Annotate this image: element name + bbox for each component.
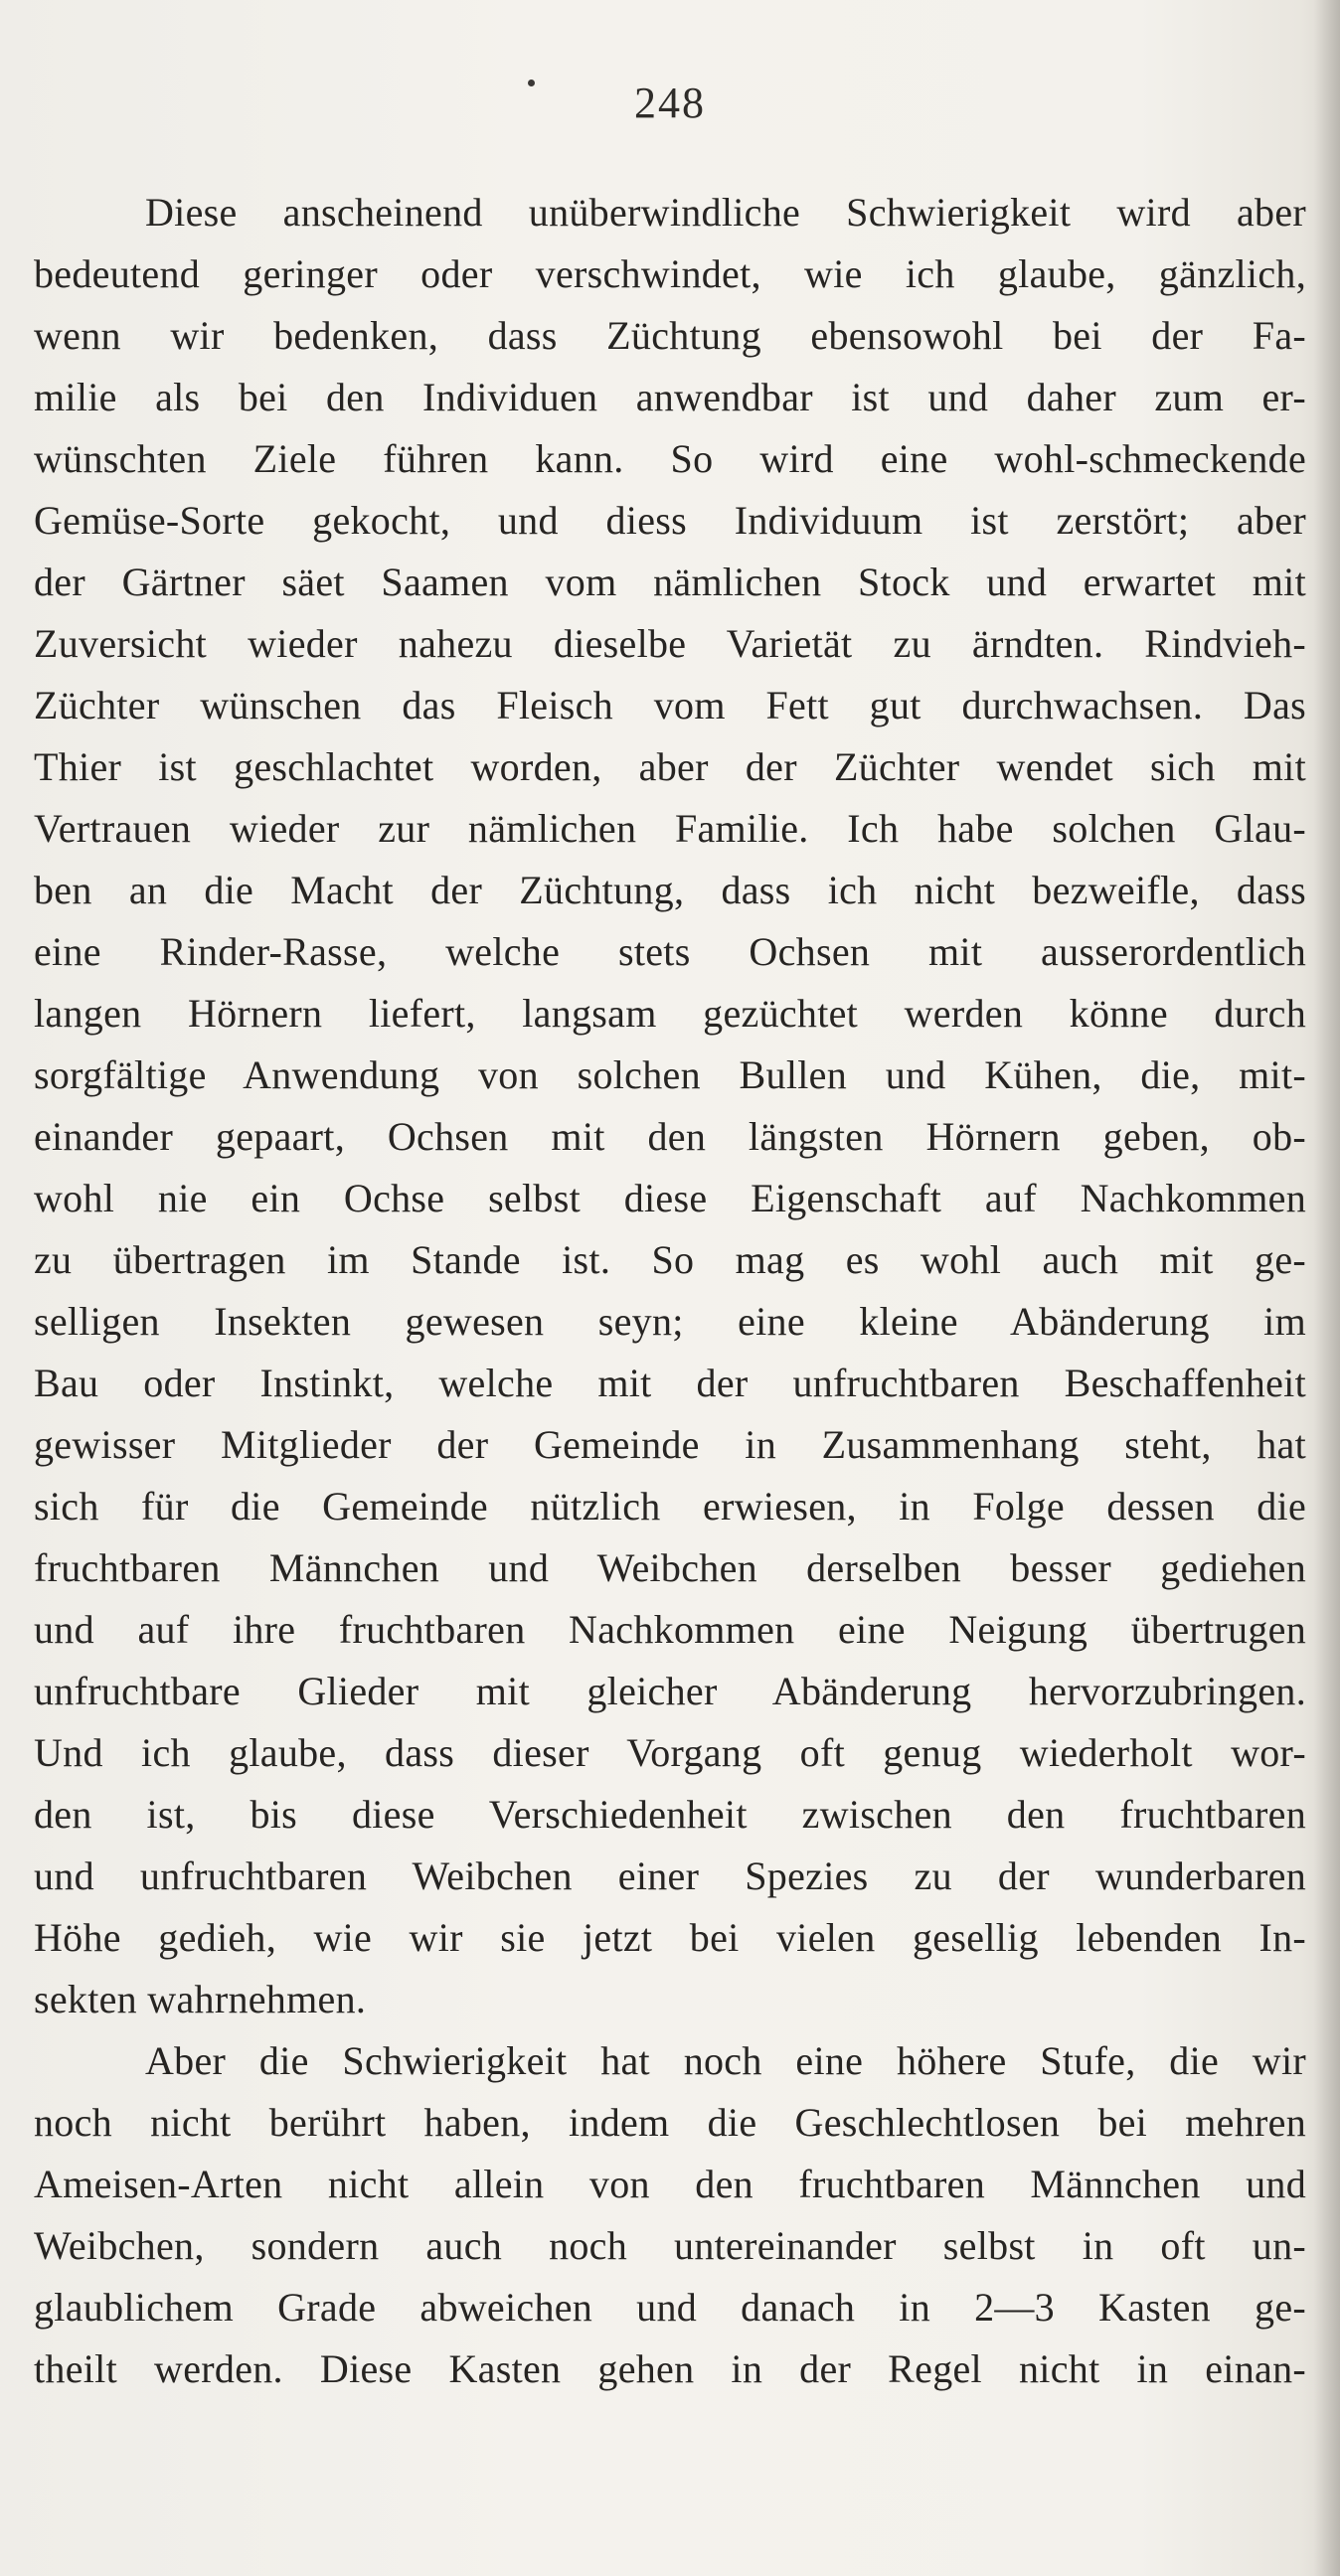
text-line: zu übertragen im Stande ist. So mag es wohl auch mit ge- (34, 1237, 1306, 1282)
text-line: wohl nie ein Ochse selbst diese Eigenschaft auf Nachkommen (34, 1176, 1306, 1220)
text-line: unfruchtbare Glieder mit gleicher Abänderung hervorzubringen. (34, 1669, 1306, 1713)
text-line: Diese anscheinend unüberwindliche Schwierigkeit wird aber (145, 190, 1306, 235)
text-line: langen Hörnern liefert, langsam gezüchtet werden könne durch (34, 991, 1306, 1036)
text-line: Ameisen-Arten nicht allein von den fruchtbaren Männchen und (34, 2162, 1306, 2206)
text-line: wenn wir bedenken, dass Züchtung ebensowohl bei der Fa- (34, 313, 1306, 358)
body-text (34, 182, 1306, 2400)
text-line: Zuversicht wieder nahezu dieselbe Varietät zu ärndten. Rindvieh- (34, 621, 1306, 666)
text-line: sekten wahrnehmen. (34, 1977, 367, 2021)
text-line: eine Rinder-Rasse, welche stets Ochsen mit ausserordentlich (34, 929, 1306, 974)
text-line: einander gepaart, Ochsen mit den längsten Hörnern geben, ob- (34, 1114, 1306, 1159)
page-number: 248 (634, 79, 706, 127)
text-line: Züchter wünschen das Fleisch vom Fett gut durchwachsen. Das (34, 683, 1306, 727)
text-line: glaublichem Grade abweichen und danach in 2—3 Kasten ge- (34, 2285, 1306, 2330)
text-line: fruchtbaren Männchen und Weibchen derselben besser gediehen (34, 1545, 1306, 1590)
text-line: Vertrauen wieder zur nämlichen Familie. Ich habe solchen Glau- (34, 806, 1306, 851)
text-line: sich für die Gemeinde nützlich erwiesen, in Folge dessen die (34, 1484, 1306, 1529)
text-line: milie als bei den Individuen anwendbar ist und daher zum er- (34, 375, 1306, 419)
text-line: Und ich glaube, dass dieser Vorgang oft genug wiederholt wor- (34, 1730, 1306, 1775)
text-line: ben an die Macht der Züchtung, dass ich nicht bezweifle, dass (34, 868, 1306, 912)
text-line: Thier ist geschlachtet worden, aber der Züchter wendet sich mit (34, 744, 1306, 789)
text-line: Gemüse-Sorte gekocht, und diess Individuum ist zerstört; aber (34, 498, 1306, 543)
text-line: wünschten Ziele führen kann. So wird eine wohl-schmeckende (34, 436, 1306, 481)
text-line: und unfruchtbaren Weibchen einer Spezies zu der wunderbaren (34, 1853, 1306, 1898)
text-line: Höhe gedieh, wie wir sie jetzt bei vielen gesellig lebenden In- (34, 1915, 1306, 1960)
text-line: gewisser Mitglieder der Gemeinde in Zusammenhang steht, hat (34, 1422, 1306, 1467)
text-line: selligen Insekten gewesen seyn; eine kleine Abänderung im (34, 1299, 1306, 1344)
text-line: theilt werden. Diese Kasten gehen in der Regel nicht in einan- (34, 2346, 1306, 2391)
text-line: Weibchen, sondern auch noch untereinander selbst in oft un- (34, 2223, 1306, 2268)
text-line: sorgfältige Anwendung von solchen Bullen und Kühen, die, mit- (34, 1052, 1306, 1097)
text-line: Bau oder Instinkt, welche mit der unfruchtbaren Beschaffenheit (34, 1361, 1306, 1405)
text-line: noch nicht berührt haben, indem die Geschlechtlosen bei mehren (34, 2100, 1306, 2145)
text-line: und auf ihre fruchtbaren Nachkommen eine Neigung übertrugen (34, 1607, 1306, 1652)
text-line: bedeutend geringer oder verschwindet, wie ich glaube, gänzlich, (34, 251, 1306, 296)
page-edge-shadow (1314, 0, 1340, 2576)
text-line: den ist, bis diese Verschiedenheit zwischen den fruchtbaren (34, 1792, 1306, 1837)
text-line: der Gärtner säet Saamen vom nämlichen Stock und erwartet mit (34, 560, 1306, 604)
text-line: Aber die Schwierigkeit hat noch eine höhere Stufe, die wir (145, 2038, 1306, 2083)
